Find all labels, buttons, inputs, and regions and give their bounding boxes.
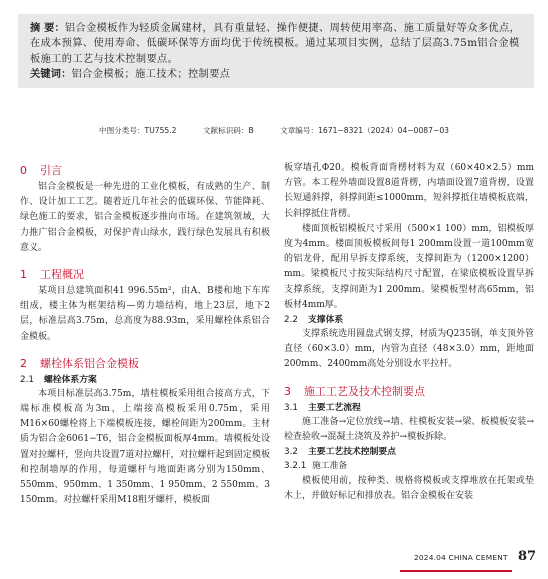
subsection-title: 主要工艺技术控制要点 (308, 447, 396, 458)
subsection-heading-3-1 (284, 401, 534, 415)
subsection-heading-3-2 (284, 445, 534, 459)
clc-number: 中图分类号：TU755.2 (99, 126, 177, 135)
process-flow-paragraph: 施工准备→定位放线→墙、柱模板安装→梁、板模板安装→检查验收→混凝土浇筑及养护→模板拆除。 (284, 416, 534, 442)
subsubsection-heading-3-2-1 (284, 459, 534, 474)
document-code: 文献标识码：B (202, 126, 254, 135)
support-system-paragraph: 支撑系统选用圆盘式钢支撑，材质为Q235钢，单支顶外管直径（60×3.0）mm，内管为直径（48×3.0）mm，距地面200mm、2400mm高处分别设水平拉杆。 (284, 329, 534, 370)
subsection-title: 螺栓体系方案 (44, 374, 97, 385)
subsection-heading-2-2 (284, 313, 534, 327)
section-heading-overview (20, 267, 270, 283)
section-number: 0 (20, 164, 27, 177)
preparation-paragraph: 模板使用前，按种类、规格将模板或支撑堆放在托架或垫木上，并做好标记和排放表。铝合金模板在安装 (284, 476, 534, 502)
subsection-number: 2.2 (284, 315, 298, 326)
continued-paragraph: 板穿墙孔Φ20。模板背面背楞材料为双（60×40×2.5）mm方管。本工程外墙面设置8道背楞，内墙面设置7道背楞，设置长短通斜撑，斜撑间距≤1000mm，短斜撑抵住墙模板底端，长斜撑抵住背楞。 (284, 163, 534, 219)
left-column (20, 161, 270, 508)
classification-line (0, 125, 548, 136)
subsubsection-title: 施工准备 (312, 461, 348, 472)
section-title: 工程概况 (40, 268, 84, 282)
roof-formwork-paragraph: 楼面顶板铝模板尺寸采用（500×1 100）mm，铝模板厚度为4mm。楼面顶板模板间每1 200mm设置一道100mm宽的铝龙骨，配用早拆支撑系统，支撑间距为（1200×1200）mm。梁模板尺寸按实际结构尺寸配置，在梁底模板设置早拆支撑系统，支撑间距为1 200mm。梁模板型材高65mm，铝板材4mm厚。 (284, 223, 534, 310)
section-title: 引言 (40, 164, 62, 177)
keywords-label: 关键词： (30, 68, 72, 81)
section-number: 3 (284, 384, 291, 398)
overview-paragraph: 某项目总建筑面积41 996.55m²，由A、B楼和地下车库组成，楼主体为框架结构—剪力墙结构，地上23层，地下2层，标准层高3.75m，总高度为88.93m，采用螺栓体系铝合金模板。 (20, 286, 270, 342)
subsection-heading-2-1 (20, 373, 270, 387)
abstract-label: 摘 要： (30, 22, 65, 34)
section-title: 施工工艺及技术控制要点 (304, 384, 425, 398)
section-title: 螺栓体系铝合金模板 (40, 356, 139, 370)
section-heading-intro (20, 163, 270, 179)
abstract-paragraph (30, 21, 524, 67)
subsection-title: 主要工艺流程 (308, 402, 361, 413)
abstract-text: 铝合金模板作为轻质金属建材，具有重量轻、操作便捷、周转使用率高、施工质量好等众多优点，在成本预算、使用寿命、低碳环保等方面均优于传统模板。通过某项目实例，总结了层高3.75m铝合金模板施工的工艺与技术控制要点。 (30, 23, 521, 65)
page-number: 87 (518, 549, 537, 564)
keywords-text: 铝合金模板；施工技术；控制要点 (71, 69, 231, 81)
section-number: 2 (20, 356, 27, 370)
subsection-number: 2.1 (20, 374, 34, 385)
issue-date: 2024.04 (414, 553, 446, 562)
subsubsection-number: 3.2.1 (284, 461, 307, 472)
journal-name: CHINA CEMENT (448, 553, 508, 562)
right-column (284, 161, 534, 504)
section-number: 1 (20, 268, 27, 282)
subsection-title: 支撑体系 (308, 315, 344, 326)
footer-rule (400, 570, 512, 572)
abstract-box (18, 14, 534, 88)
bolt-scheme-paragraph: 本项目标准层高3.75m，墙柱模板采用组合接高方式，下端标准模板高为3m，上端接高模板采用0.75m，采用M16×60螺栓将上下端模板连接，螺栓间距为200mm。主材质为铝合金6061−T6，铝合金模板面板厚4mm。墙模板处设置对拉螺杆，竖向共设置7道对拉螺杆，对拉螺杆起到固定模板和控制墙厚的作用，每道螺杆与地面距离分别为150mm、550mm、950mm、1 350mm、1 950mm、2 550mm、3 150mm。对拉螺杆采用M18粗牙螺杆，模板面 (20, 388, 270, 506)
keywords-paragraph (30, 67, 524, 82)
intro-paragraph: 铝合金模板是一种先进的工业化模板，有成熟的生产、制作、设计加工工艺。随着近几年社会的低碳环保、节能降耗、绿色施工的要求，铝合金模板逐步推向市场。在建筑领域，大力推广铝合金模板，对保护青山绿水，践行绿色发展具有积极意义。 (20, 182, 270, 253)
article-number: 文章编号：1671−8321（2024）04−0087−03 (280, 126, 449, 135)
journal-footer (414, 553, 508, 562)
section-heading-bolt-system (20, 356, 270, 372)
subsection-number: 3.1 (284, 402, 298, 413)
subsection-number: 3.2 (284, 447, 298, 458)
section-heading-process (284, 384, 534, 400)
